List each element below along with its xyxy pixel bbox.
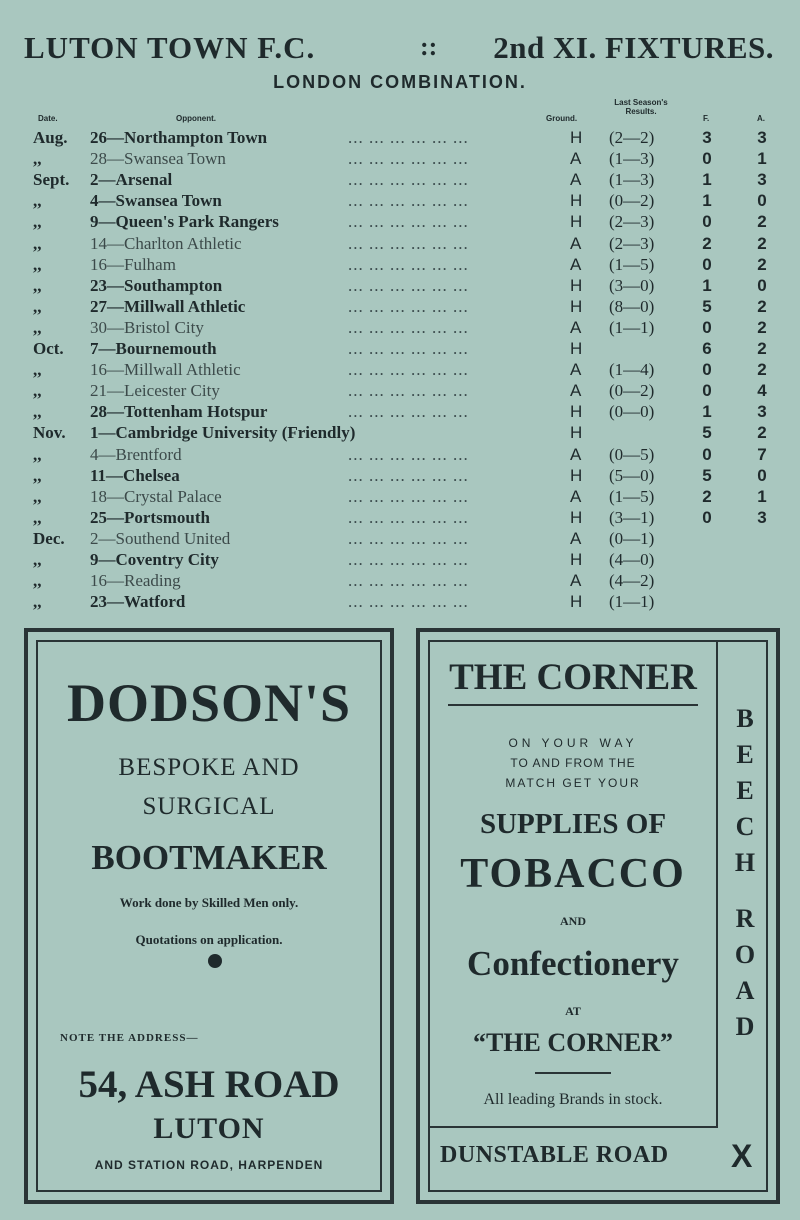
fixture-ground: H (570, 128, 583, 147)
fixture-month: Dec. (33, 528, 65, 548)
fixture-opponent: 21—Leicester City (90, 381, 220, 401)
dodson-line3: BOOTMAKER (91, 838, 327, 877)
fixture-last-result: (0—5) (609, 444, 655, 464)
dodson-inner-frame (36, 640, 382, 1192)
side-letter: H (734, 848, 756, 877)
leader-dots: ... ... ... ... ... ... (348, 528, 469, 548)
fixture-month: ,, (33, 507, 42, 527)
fixture-month: Oct. (33, 339, 64, 358)
dodson-advert (24, 628, 394, 1204)
fixture-row (0, 254, 800, 275)
fixture-month: ,, (33, 191, 42, 211)
fixture-row (0, 359, 800, 380)
fixture-row (0, 465, 800, 486)
fixture-row (0, 486, 800, 507)
fixture-opponent: 4—Swansea Town (90, 191, 222, 211)
fixture-ground: H (570, 339, 583, 358)
fixture-goals-against: 2 (757, 254, 767, 274)
fixture-goals-against: 0 (757, 465, 767, 485)
fixture-ground: A (570, 571, 582, 591)
fixture-ground: A (570, 360, 582, 380)
fixture-goals-for: 1 (702, 170, 712, 190)
leader-dots: ... ... ... ... ... ... (348, 360, 469, 380)
leader-dots: ... ... ... ... ... ... (348, 571, 469, 591)
fixture-goals-against: 1 (757, 149, 767, 169)
fixture-opponent: 1—Cambridge University (Friendly) (90, 423, 356, 443)
fixture-month: ,, (33, 592, 42, 612)
title-row (20, 30, 780, 70)
fixture-ground: H (570, 550, 583, 569)
fixture-ground: A (570, 254, 582, 274)
corner-line1: ON YOUR WAY (508, 736, 638, 750)
leader-dots: ... ... ... ... ... ... (348, 592, 469, 612)
fixture-goals-for: 0 (702, 360, 712, 380)
title-separator: :: (420, 32, 438, 61)
fixture-last-result: (2—3) (609, 233, 655, 253)
fixture-row (0, 380, 800, 401)
leader-dots: ... ... ... ... ... ... (348, 296, 469, 316)
leader-dots: ... ... ... ... ... ... (348, 507, 469, 527)
leader-dots: ... ... ... ... ... ... (348, 381, 469, 401)
corner-confectionery: Confectionery (467, 944, 679, 983)
fixture-row (0, 127, 800, 148)
fixture-row (0, 233, 800, 254)
fixture-goals-for: 0 (702, 381, 712, 401)
dodson-line1: BESPOKE AND (118, 754, 300, 781)
leader-dots: ... ... ... ... ... ... (348, 317, 469, 337)
fixture-last-result: (0—0) (609, 402, 655, 422)
fixture-goals-for: 1 (702, 402, 712, 422)
col-lastseason-line2: Results. (625, 107, 657, 116)
fixture-goals-for: 0 (702, 444, 712, 464)
fixture-opponent: 27—Millwall Athletic (90, 296, 246, 316)
dodson-address: 54, ASH ROAD (78, 1063, 340, 1106)
fixture-row (0, 296, 800, 317)
fixture-last-result: (2—2) (609, 128, 655, 147)
fixture-ground: A (570, 444, 582, 464)
fixture-month: ,, (33, 381, 42, 401)
fixture-opponent: 9—Coventry City (90, 550, 219, 569)
fixture-ground: A (570, 381, 582, 401)
fixture-month: Sept. (33, 170, 70, 190)
col-lastseason-line1: Last Season's (614, 98, 668, 107)
corner-line2: TO AND FROM THE (510, 756, 636, 770)
fixture-row (0, 591, 800, 612)
fixture-ground: A (570, 170, 582, 190)
fixture-goals-against: 0 (757, 191, 767, 211)
corner-main-panel (430, 642, 718, 1128)
fixture-last-result: (1—5) (609, 254, 655, 274)
fixture-last-result: (3—1) (609, 507, 655, 527)
fixture-goals-against: 3 (757, 402, 767, 422)
beech-road-vertical (718, 702, 772, 1046)
fixture-ground: A (570, 233, 582, 253)
fixture-ground: H (570, 275, 583, 295)
fixture-month: ,, (33, 254, 42, 274)
corner-brands: All leading Brands in stock. (483, 1091, 663, 1108)
bullet-dot-icon (208, 954, 222, 968)
leader-dots: ... ... ... ... ... ... (348, 339, 469, 358)
fixture-month: ,, (33, 402, 42, 422)
fixture-opponent: 26—Northampton Town (90, 128, 268, 147)
fixture-ground: A (570, 486, 582, 506)
side-letter: B (736, 704, 754, 733)
fixture-month: ,, (33, 275, 42, 295)
fixture-opponent: 28—Swansea Town (90, 149, 226, 169)
fixture-row (0, 570, 800, 591)
fixture-goals-against: 2 (757, 233, 767, 253)
fixtures-title: 2nd XI. FIXTURES. (493, 30, 774, 65)
fixture-month: ,, (33, 571, 42, 591)
fixture-ground: H (570, 296, 583, 316)
fixture-month: ,, (33, 317, 42, 337)
fixture-goals-for: 2 (702, 486, 712, 506)
fixture-opponent: 7—Bournemouth (90, 339, 217, 358)
fixture-goals-against: 7 (757, 444, 767, 464)
fixture-month: Aug. (33, 128, 68, 147)
fixture-last-result: (0—2) (609, 381, 655, 401)
fixture-last-result: (2—3) (609, 212, 655, 232)
fixture-month: Nov. (33, 423, 66, 443)
fixture-last-result: (4—0) (609, 550, 655, 569)
corner-tobacco: TOBACCO (460, 851, 686, 897)
fixture-last-result: (3—0) (609, 275, 655, 295)
leader-dots: ... ... ... ... ... ... (348, 486, 469, 506)
fixture-last-result: (1—3) (609, 149, 655, 169)
fixture-ground: A (570, 149, 582, 169)
fixture-month: ,, (33, 465, 42, 485)
fixture-last-result: (1—1) (609, 317, 655, 337)
fixture-ground: H (570, 402, 583, 422)
corner-line3: MATCH GET YOUR (505, 776, 641, 790)
fixture-row (0, 422, 800, 443)
fixture-last-result: (5—0) (609, 465, 655, 485)
corner-quote: “THE CORNER” (472, 1028, 674, 1057)
side-letter: E (736, 740, 754, 769)
fixture-goals-for: 5 (702, 465, 712, 485)
fixture-opponent: 4—Brentford (90, 444, 182, 464)
fixture-month: ,, (33, 444, 42, 464)
corner-inner-frame (428, 640, 768, 1192)
fixture-goals-for: 6 (702, 339, 712, 358)
dodson-work: Work done by Skilled Men only. (119, 895, 299, 910)
leader-dots: ... ... ... ... ... ... (348, 149, 469, 169)
fixture-goals-for: 0 (702, 507, 712, 527)
fixture-goals-against: 4 (757, 381, 767, 401)
fixture-last-result: (1—1) (609, 592, 655, 612)
corner-at: AT (565, 1004, 581, 1018)
dodson-note: NOTE THE ADDRESS— (60, 1032, 199, 1044)
fixture-goals-for: 0 (702, 212, 712, 232)
fixture-month: ,, (33, 233, 42, 253)
leader-dots: ... ... ... ... ... ... (348, 212, 469, 232)
fixture-ground: H (570, 212, 583, 232)
corner-title-rule (448, 704, 698, 706)
fixture-last-result: (8—0) (609, 296, 655, 316)
fixture-ground: A (570, 528, 582, 548)
dodson-line2: SURGICAL (142, 793, 276, 820)
side-letter: E (736, 776, 754, 805)
fixture-ground: H (570, 423, 583, 443)
fixture-opponent: 28—Tottenham Hotspur (90, 402, 268, 422)
fixture-opponent: 18—Crystal Palace (90, 486, 222, 506)
fixture-goals-for: 1 (702, 275, 712, 295)
corner-supplies: SUPPLIES OF (479, 808, 667, 840)
leader-dots: ... ... ... ... ... ... (348, 550, 469, 569)
side-letter: D (735, 1012, 755, 1041)
col-against-header: A. (757, 114, 765, 123)
fixture-ground: H (570, 592, 583, 612)
fixture-last-result: (1—5) (609, 486, 655, 506)
fixture-row (0, 317, 800, 338)
fixture-month: ,, (33, 550, 42, 569)
fixture-last-result: (1—4) (609, 360, 655, 380)
fixture-row (0, 148, 800, 169)
fixture-month: ,, (33, 212, 42, 232)
fixture-goals-for: 0 (702, 254, 712, 274)
fixture-goals-against: 2 (757, 339, 767, 358)
fixture-goals-against: 0 (757, 275, 767, 295)
corner-and: AND (560, 914, 586, 928)
fixture-last-result: (4—2) (609, 571, 655, 591)
fixture-ground: A (570, 317, 582, 337)
fixture-opponent: 9—Queen's Park Rangers (90, 212, 279, 232)
col-lastseason-header (596, 98, 686, 116)
leader-dots: ... ... ... ... ... ... (348, 444, 469, 464)
corner-footer: DUNSTABLE ROAD (440, 1142, 669, 1168)
fixture-opponent: 14—Charlton Athletic (90, 233, 242, 253)
fixture-goals-against: 2 (757, 212, 767, 232)
side-letter: O (734, 940, 756, 969)
fixture-goals-for: 1 (702, 191, 712, 211)
fixture-opponent: 16—Millwall Athletic (90, 360, 241, 380)
fixture-row (0, 401, 800, 422)
fixture-row (0, 549, 800, 570)
fixture-ground: H (570, 465, 583, 485)
fixture-opponent: 2—Arsenal (90, 170, 173, 190)
side-letter: R (735, 904, 755, 933)
fixture-goals-for: 2 (702, 233, 712, 253)
fixture-opponent: 16—Fulham (90, 254, 176, 274)
leader-dots: ... ... ... ... ... ... (348, 170, 469, 190)
fixture-goals-for: 3 (702, 128, 712, 147)
fixture-goals-for: 5 (702, 296, 712, 316)
fixture-row (0, 211, 800, 232)
fixture-goals-against: 2 (757, 296, 767, 316)
fixture-goals-for: 0 (702, 317, 712, 337)
col-opponent-header: Opponent. (176, 114, 216, 123)
fixture-month: ,, (33, 360, 42, 380)
fixture-goals-against: 3 (757, 507, 767, 527)
fixture-goals-against: 2 (757, 423, 767, 443)
fixture-goals-for: 0 (702, 149, 712, 169)
fixture-goals-against: 2 (757, 360, 767, 380)
competition-subtitle: LONDON COMBINATION. (273, 72, 527, 92)
corner-advert (416, 628, 780, 1204)
fixture-opponent: 2—Southend United (90, 528, 231, 548)
fixture-ground: H (570, 507, 583, 527)
fixture-opponent: 23—Watford (90, 592, 186, 612)
fixture-opponent: 16—Reading (90, 571, 181, 591)
leader-dots: ... ... ... ... ... ... (348, 233, 469, 253)
corner-title: THE CORNER (449, 657, 697, 698)
corner-footer-mark: X (731, 1138, 753, 1174)
fixture-row (0, 275, 800, 296)
leader-dots: ... ... ... ... ... ... (348, 275, 469, 295)
dodson-quotations: Quotations on application. (135, 932, 283, 947)
fixture-month: ,, (33, 149, 42, 169)
fixture-opponent: 11—Chelsea (90, 465, 180, 485)
dodson-name: DODSON'S (66, 673, 352, 733)
fixture-row (0, 528, 800, 549)
fixture-opponent: 30—Bristol City (90, 317, 204, 337)
fixture-month: ,, (33, 486, 42, 506)
side-letter: C (735, 812, 755, 841)
side-letter: A (735, 976, 755, 1005)
col-date-header: Date. (38, 114, 58, 123)
col-ground-header: Ground. (546, 114, 578, 123)
fixture-month: ,, (33, 296, 42, 316)
fixture-row (0, 169, 800, 190)
fixture-goals-against: 2 (757, 317, 767, 337)
fixture-ground: H (570, 191, 583, 211)
club-title: LUTON TOWN F.C. (24, 30, 316, 65)
leader-dots: ... ... ... ... ... ... (348, 128, 469, 147)
leader-dots: ... ... ... ... ... ... (348, 402, 469, 422)
side-gap (718, 882, 772, 902)
fixture-last-result: (1—3) (609, 170, 655, 190)
fixture-last-result: (0—1) (609, 528, 655, 548)
fixture-goals-against: 1 (757, 486, 767, 506)
fixture-row (0, 190, 800, 211)
fixture-opponent: 23—Southampton (90, 275, 223, 295)
dodson-branch: AND STATION ROAD, HARPENDEN (94, 1158, 324, 1172)
fixture-row (0, 338, 800, 359)
col-for-header: F. (703, 114, 710, 123)
dodson-town: LUTON (153, 1112, 265, 1145)
fixture-goals-against: 3 (757, 170, 767, 190)
leader-dots: ... ... ... ... ... ... (348, 465, 469, 485)
fixture-row (0, 507, 800, 528)
fixture-goals-against: 3 (757, 128, 767, 147)
leader-dots: ... ... ... ... ... ... (348, 254, 469, 274)
leader-dots: ... ... ... ... ... ... (348, 191, 469, 211)
fixture-row (0, 444, 800, 465)
corner-short-rule (535, 1072, 611, 1074)
fixture-goals-for: 5 (702, 423, 712, 443)
fixture-last-result: (0—2) (609, 191, 655, 211)
fixture-opponent: 25—Portsmouth (90, 507, 210, 527)
